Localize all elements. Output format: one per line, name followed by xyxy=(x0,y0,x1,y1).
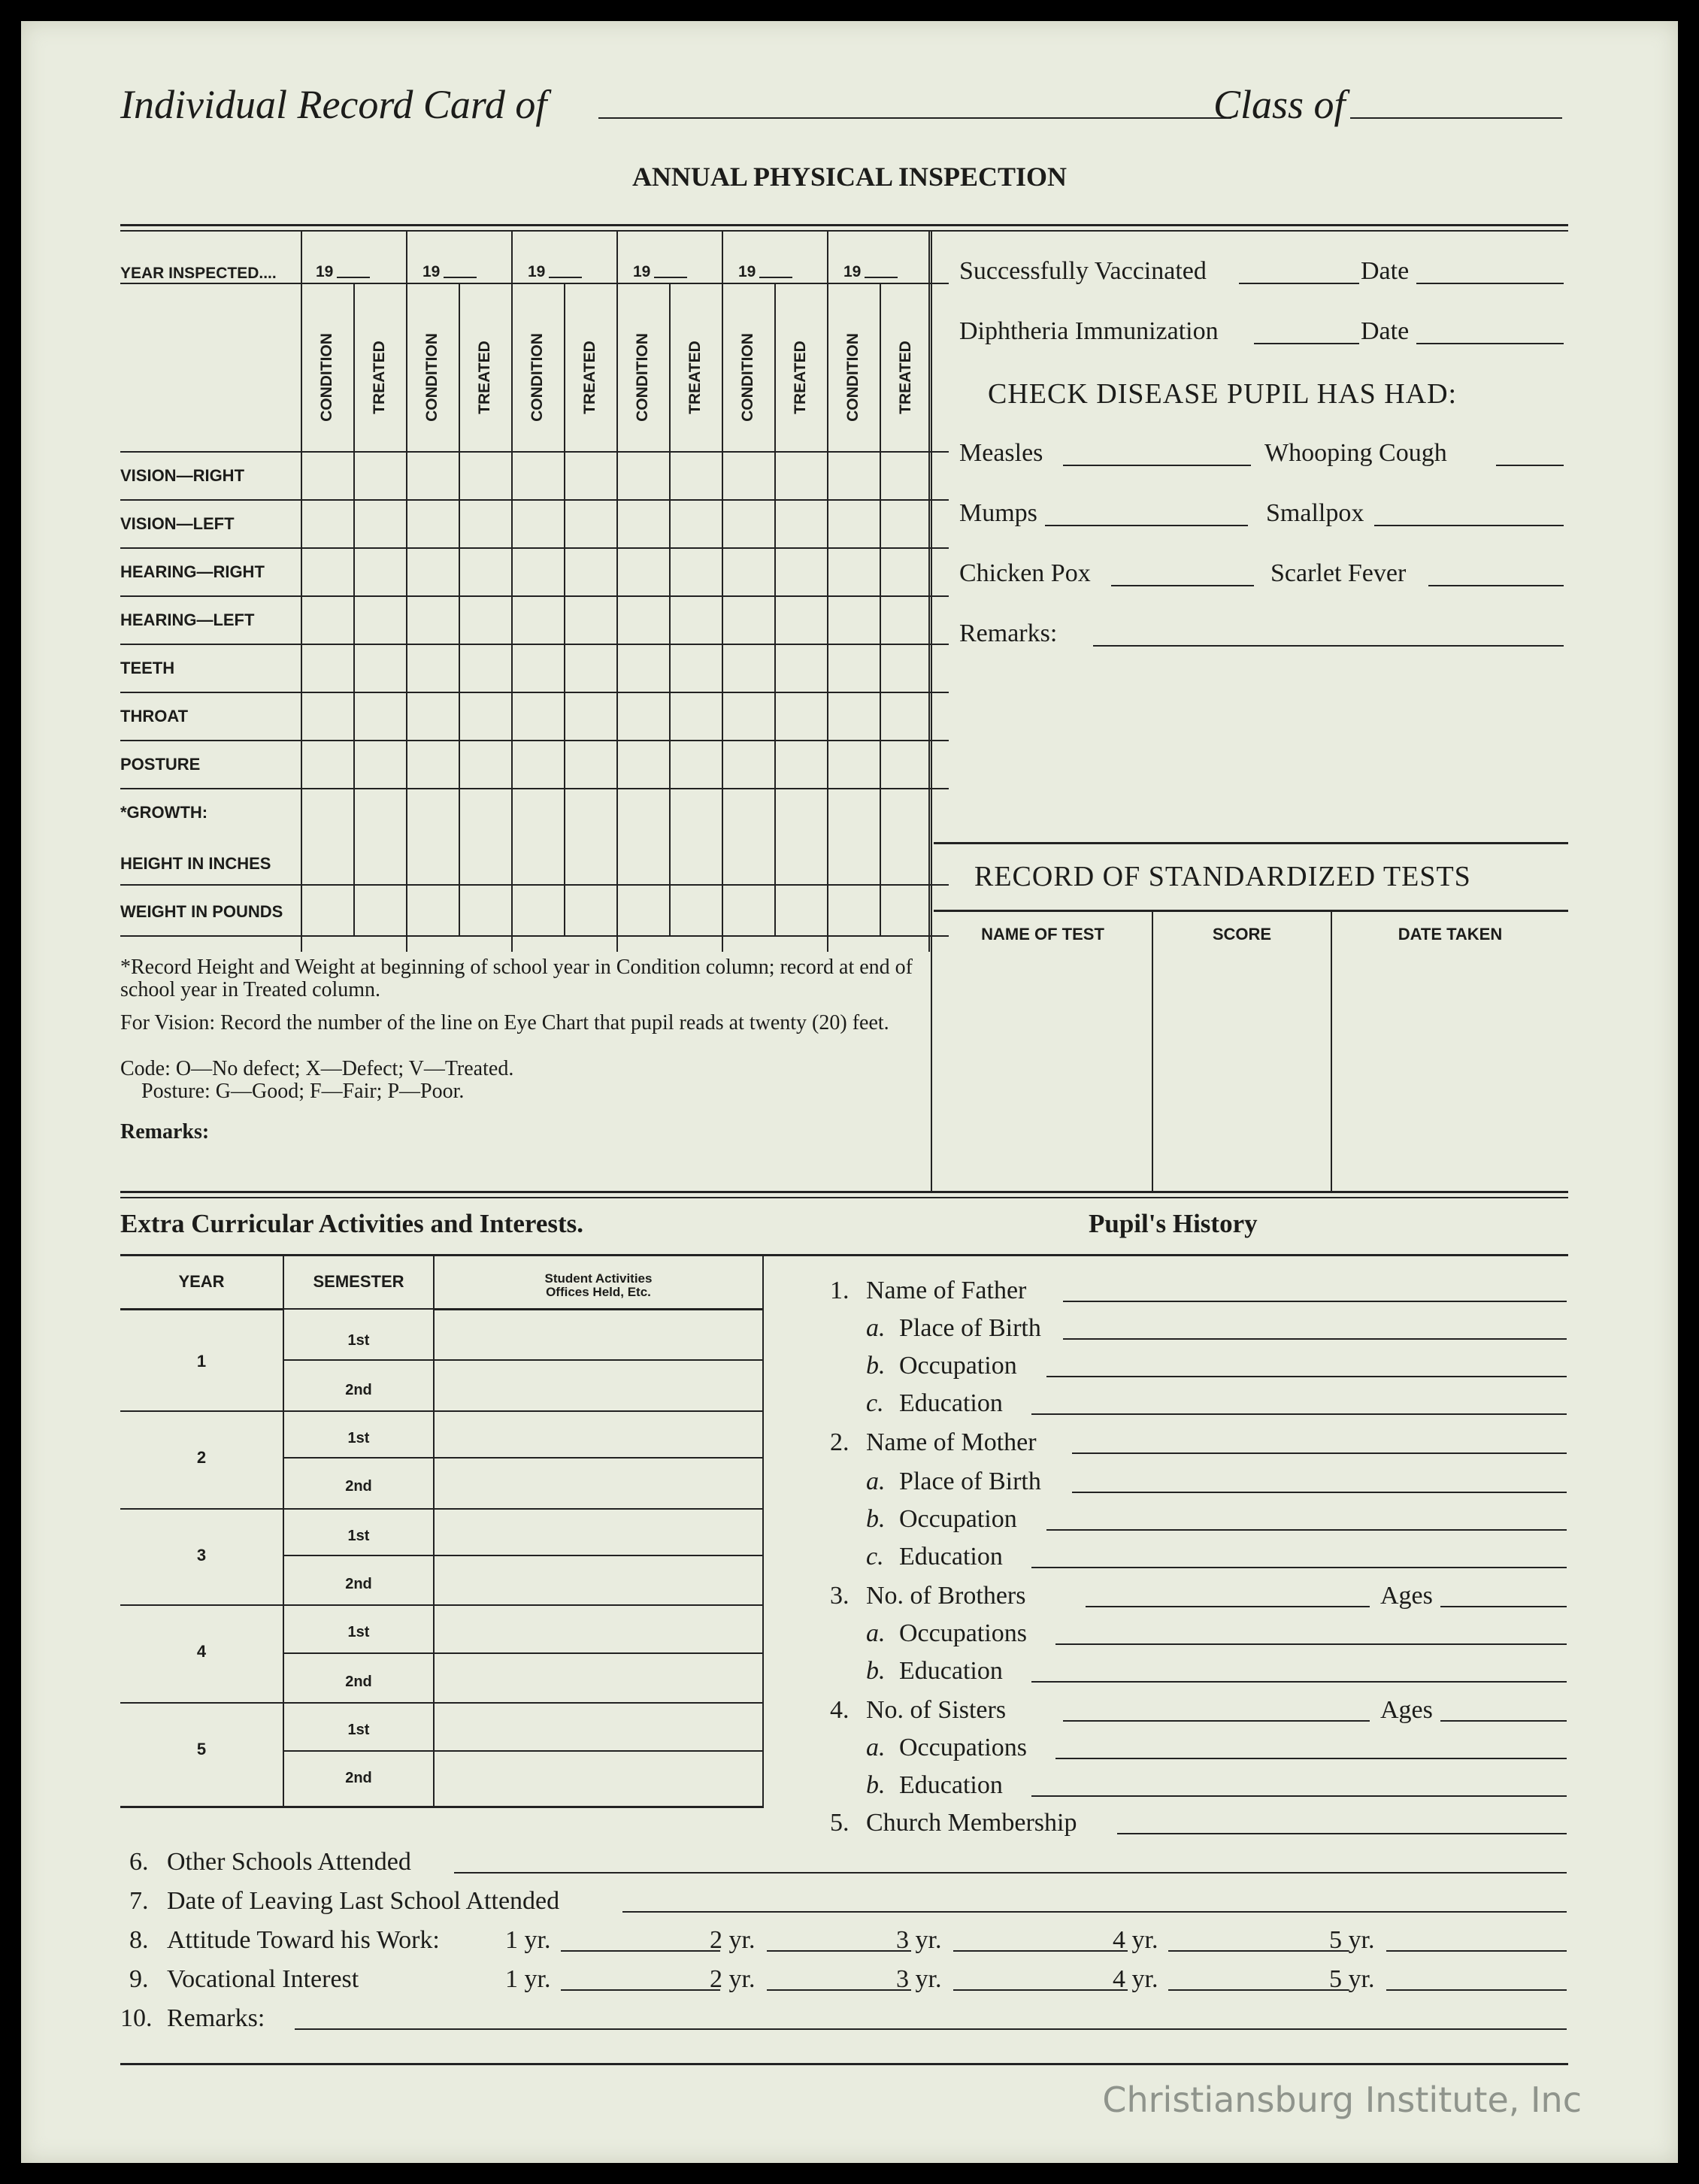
brothers-ages-line[interactable] xyxy=(1440,1606,1567,1607)
history-item-letter: b. xyxy=(866,1352,886,1380)
brothers-occupations-line[interactable] xyxy=(1055,1643,1567,1645)
attitude-yr5: 5 yr. xyxy=(1329,1926,1375,1954)
row-growth: *GROWTH: xyxy=(120,803,208,822)
father-birth-label: Place of Birth xyxy=(899,1314,1041,1342)
vocational-yr1-line[interactable] xyxy=(561,1989,720,1991)
row-hearing-right: HEARING—RIGHT xyxy=(120,562,265,581)
activity-year: 4 xyxy=(196,1642,207,1661)
attitude-yr4: 4 yr. xyxy=(1113,1926,1158,1954)
watermark: Christiansburg Institute, Inc xyxy=(1102,2079,1582,2120)
activities-rule xyxy=(284,1359,762,1361)
semester-label: 2nd xyxy=(345,1382,372,1398)
brothers-label: No. of Brothers xyxy=(866,1582,1026,1610)
scarlet-line[interactable] xyxy=(1428,585,1564,586)
history-item-letter: b. xyxy=(866,1657,886,1685)
class-label: Class of xyxy=(1213,82,1346,127)
history-item-letter: c. xyxy=(866,1543,884,1571)
col-condition: CONDITION xyxy=(739,333,756,422)
year-line[interactable] xyxy=(337,277,370,278)
semester-label: 2nd xyxy=(345,1674,372,1690)
tests-divider xyxy=(1152,910,1153,1192)
other-schools-line[interactable] xyxy=(454,1872,1567,1874)
vocational-yr5-line[interactable] xyxy=(1386,1989,1567,1991)
whooping-label: Whooping Cough xyxy=(1264,439,1447,467)
activities-rule xyxy=(284,1308,433,1310)
activities-divider xyxy=(433,1256,435,1807)
vaccinated-date-label: Date xyxy=(1361,257,1410,285)
diphtheria-date-label: Date xyxy=(1361,317,1410,345)
year-inspected-label: YEAR INSPECTED.... xyxy=(120,265,277,282)
activities-rule xyxy=(120,1702,283,1704)
table-rule xyxy=(120,740,949,741)
chickenpox-line[interactable] xyxy=(1111,585,1254,586)
row-vision-left: VISION—LEFT xyxy=(120,514,235,533)
father-occupation-label: Occupation xyxy=(899,1352,1017,1380)
semester-label: 2nd xyxy=(345,1478,372,1495)
table-divider xyxy=(459,283,460,937)
attitude-yr5-line[interactable] xyxy=(1386,1950,1567,1952)
semester-label: 2nd xyxy=(345,1770,372,1786)
activities-rule xyxy=(120,1410,283,1412)
activities-col-offices-line1: Student Activities xyxy=(544,1271,653,1286)
activities-rule xyxy=(435,1308,762,1310)
table-divider xyxy=(511,230,513,952)
father-occupation-line[interactable] xyxy=(1046,1376,1567,1377)
table-rule xyxy=(120,692,949,693)
year-line[interactable] xyxy=(654,277,687,278)
activities-rule xyxy=(120,1806,764,1808)
vocational-yr3-line[interactable] xyxy=(953,1989,1128,1991)
sisters-education-label: Education xyxy=(899,1771,1003,1799)
activities-rule xyxy=(284,1555,762,1556)
mother-education-label: Education xyxy=(899,1543,1003,1571)
diphtheria-date-line[interactable] xyxy=(1416,343,1564,344)
tests-col-score: SCORE xyxy=(1212,925,1272,944)
date-leaving-label: Date of Leaving Last School Attended xyxy=(167,1887,560,1915)
attitude-yr3-line[interactable] xyxy=(953,1950,1128,1952)
tests-rule xyxy=(934,842,1568,844)
final-remarks-label: Remarks: xyxy=(167,2004,265,2032)
year-line[interactable] xyxy=(865,277,898,278)
attitude-label: Attitude Toward his Work: xyxy=(167,1926,440,1954)
table-rule xyxy=(120,935,949,937)
church-label: Church Membership xyxy=(866,1809,1077,1837)
sisters-line[interactable] xyxy=(1063,1720,1370,1722)
year-prefix: 19 xyxy=(738,263,756,280)
col-condition: CONDITION xyxy=(844,333,862,422)
history-num: 4. xyxy=(830,1696,850,1724)
page-title: ANNUAL PHYSICAL INSPECTION xyxy=(631,162,1068,192)
row-height: HEIGHT IN INCHES xyxy=(120,854,271,873)
father-education-line[interactable] xyxy=(1031,1413,1567,1415)
top-rule xyxy=(120,224,1568,226)
middle-rule xyxy=(120,1191,1568,1193)
mother-label: Name of Mother xyxy=(866,1428,1037,1456)
history-item-letter: b. xyxy=(866,1505,886,1533)
sisters-occupations-label: Occupations xyxy=(899,1734,1027,1761)
table-rule xyxy=(120,788,949,789)
other-schools-label: Other Schools Attended xyxy=(167,1848,411,1876)
history-num: 2. xyxy=(830,1428,850,1456)
row-posture: POSTURE xyxy=(120,755,201,774)
semester-label: 1st xyxy=(347,1624,370,1640)
table-divider xyxy=(774,283,776,937)
col-treated: TREATED xyxy=(792,341,809,414)
mother-birth-label: Place of Birth xyxy=(899,1468,1041,1495)
year-prefix: 19 xyxy=(528,263,546,280)
bottom-rule xyxy=(120,2063,1568,2065)
mother-birth-line[interactable] xyxy=(1072,1492,1567,1493)
father-line[interactable] xyxy=(1063,1301,1567,1302)
brothers-ages-label: Ages xyxy=(1380,1582,1433,1610)
vaccinated-label: Successfully Vaccinated xyxy=(959,257,1207,285)
attitude-yr1: 1 yr. xyxy=(505,1926,551,1954)
tests-col-date: DATE TAKEN xyxy=(1398,925,1503,944)
history-item-letter: a. xyxy=(866,1619,886,1647)
history-num: 1. xyxy=(830,1277,850,1304)
year-prefix: 19 xyxy=(633,263,651,280)
col-treated: TREATED xyxy=(476,341,493,414)
bottom-num: 9. xyxy=(129,1965,149,1993)
diphtheria-label: Diphtheria Immunization xyxy=(959,317,1219,345)
vaccinated-line[interactable] xyxy=(1239,283,1359,284)
middle-rule-2 xyxy=(120,1197,1568,1198)
row-weight: WEIGHT IN POUNDS xyxy=(120,902,283,921)
row-throat: THROAT xyxy=(120,707,189,725)
year-line[interactable] xyxy=(444,277,477,278)
student-name-line[interactable] xyxy=(598,117,1231,119)
table-divider xyxy=(616,230,618,952)
brothers-education-line[interactable] xyxy=(1031,1681,1567,1683)
table-divider xyxy=(353,283,355,937)
bottom-num: 8. xyxy=(129,1926,149,1954)
attitude-yr2: 2 yr. xyxy=(710,1926,756,1954)
activities-rule xyxy=(120,1604,283,1606)
record-card xyxy=(21,21,1678,2163)
vocational-yr4-line[interactable] xyxy=(1168,1989,1349,1991)
bottom-num: 10. xyxy=(120,2004,153,2032)
col-condition: CONDITION xyxy=(634,333,651,422)
mother-occupation-label: Occupation xyxy=(899,1505,1017,1533)
date-leaving-line[interactable] xyxy=(622,1911,1567,1913)
year-prefix: 19 xyxy=(843,263,862,280)
note-vision: For Vision: Record the number of the line on Eye Chart that pupil reads at twenty (20) feet. xyxy=(120,1011,889,1034)
final-remarks-line[interactable] xyxy=(295,2028,1567,2030)
year-prefix: 19 xyxy=(422,263,441,280)
table-rule xyxy=(120,884,949,886)
sisters-occupations-line[interactable] xyxy=(1055,1758,1567,1759)
attitude-yr2-line[interactable] xyxy=(767,1950,911,1952)
table-divider xyxy=(722,230,723,952)
bottom-num: 6. xyxy=(129,1848,149,1876)
tests-title: RECORD OF STANDARDIZED TESTS xyxy=(974,861,1471,892)
class-year-line[interactable] xyxy=(1350,117,1562,119)
table-divider xyxy=(564,283,565,937)
note-posture: Posture: G—Good; F—Fair; P—Poor. xyxy=(141,1080,465,1103)
vocational-label: Vocational Interest xyxy=(167,1965,359,1993)
activities-rule xyxy=(284,1702,762,1704)
brothers-line[interactable] xyxy=(1086,1606,1370,1607)
vocational-yr2-line[interactable] xyxy=(767,1989,911,1991)
table-divider xyxy=(827,230,828,952)
sisters-label: No. of Sisters xyxy=(866,1696,1007,1724)
col-condition: CONDITION xyxy=(528,333,546,422)
father-birth-line[interactable] xyxy=(1063,1338,1567,1340)
history-item-letter: a. xyxy=(866,1314,886,1342)
row-teeth: TEETH xyxy=(120,659,175,677)
attitude-yr1-line[interactable] xyxy=(561,1950,720,1952)
record-card-label: Individual Record Card of xyxy=(120,82,547,127)
tests-rule xyxy=(934,910,1568,912)
note-code: Code: O—No defect; X—Defect; V—Treated. xyxy=(120,1057,514,1080)
activities-divider xyxy=(762,1256,764,1807)
top-rule-2 xyxy=(120,230,1568,232)
table-rule xyxy=(120,644,949,645)
tests-col-name: NAME OF TEST xyxy=(981,925,1104,944)
vocational-yr1: 1 yr. xyxy=(505,1965,551,1993)
scarlet-label: Scarlet Fever xyxy=(1270,559,1407,587)
table-divider xyxy=(669,283,671,937)
year-line[interactable] xyxy=(759,277,792,278)
table-divider xyxy=(406,230,407,952)
table-divider xyxy=(301,230,302,952)
bottom-num: 7. xyxy=(129,1887,149,1915)
table-rule xyxy=(120,499,949,501)
health-remarks-line[interactable] xyxy=(1093,645,1564,647)
inspection-remarks: Remarks: xyxy=(120,1120,210,1143)
vocational-yr2: 2 yr. xyxy=(710,1965,756,1993)
semester-label: 1st xyxy=(347,1722,370,1738)
activities-title: Extra Curricular Activities and Interests. xyxy=(120,1209,584,1238)
activity-year: 3 xyxy=(196,1546,207,1565)
vaccinated-date-line[interactable] xyxy=(1416,283,1564,284)
col-treated: TREATED xyxy=(686,341,704,414)
diphtheria-line[interactable] xyxy=(1254,343,1359,344)
activities-col-semester: SEMESTER xyxy=(313,1272,404,1291)
chickenpox-label: Chicken Pox xyxy=(959,559,1091,587)
activity-year: 1 xyxy=(196,1352,207,1371)
history-item-letter: a. xyxy=(866,1734,886,1761)
activities-rule xyxy=(120,1308,283,1310)
year-prefix: 19 xyxy=(316,263,334,280)
attitude-yr4-line[interactable] xyxy=(1168,1950,1349,1952)
activities-rule xyxy=(120,1254,1568,1256)
sisters-education-line[interactable] xyxy=(1031,1795,1567,1797)
brothers-occupations-label: Occupations xyxy=(899,1619,1027,1647)
mother-education-line[interactable] xyxy=(1031,1567,1567,1568)
activities-rule xyxy=(284,1457,762,1459)
health-remarks-label: Remarks: xyxy=(959,619,1058,647)
activity-year: 5 xyxy=(196,1740,207,1758)
sisters-ages-line[interactable] xyxy=(1440,1720,1567,1722)
table-rule xyxy=(120,595,949,597)
activities-rule xyxy=(284,1508,762,1510)
history-title: Pupil's History xyxy=(1089,1209,1258,1238)
activity-year: 2 xyxy=(196,1448,207,1467)
activities-rule xyxy=(120,1508,283,1510)
activities-col-year: YEAR xyxy=(178,1272,225,1291)
note-growth: *Record Height and Weight at beginning of school year in Condition column; record at end of school year in Treated column. xyxy=(120,956,913,1001)
table-divider xyxy=(928,230,930,952)
col-condition: CONDITION xyxy=(318,333,335,422)
table-rule xyxy=(120,283,949,284)
semester-label: 1st xyxy=(347,1430,370,1446)
mumps-line[interactable] xyxy=(1045,525,1248,526)
col-treated: TREATED xyxy=(581,341,598,414)
measles-line[interactable] xyxy=(1063,465,1251,466)
history-item-letter: a. xyxy=(866,1468,886,1495)
vocational-yr3: 3 yr. xyxy=(896,1965,942,1993)
vocational-yr5: 5 yr. xyxy=(1329,1965,1375,1993)
section-divider xyxy=(931,230,932,1191)
activities-col-offices-line2: Offices Held, Etc. xyxy=(546,1285,651,1299)
table-rule xyxy=(120,451,949,453)
vocational-yr4: 4 yr. xyxy=(1113,1965,1158,1993)
col-treated: TREATED xyxy=(897,341,914,414)
history-item-letter: c. xyxy=(866,1389,884,1417)
mumps-label: Mumps xyxy=(959,499,1037,527)
activities-rule xyxy=(284,1750,762,1752)
smallpox-line[interactable] xyxy=(1374,525,1564,526)
activities-rule xyxy=(284,1652,762,1654)
father-label: Name of Father xyxy=(866,1277,1027,1304)
church-line[interactable] xyxy=(1117,1833,1567,1834)
tests-divider xyxy=(1331,910,1332,1192)
col-condition: CONDITION xyxy=(423,333,441,422)
year-line[interactable] xyxy=(549,277,582,278)
history-num: 5. xyxy=(830,1809,850,1837)
whooping-line[interactable] xyxy=(1496,465,1564,466)
mother-occupation-line[interactable] xyxy=(1046,1529,1567,1531)
mother-line[interactable] xyxy=(1072,1452,1567,1454)
semester-label: 1st xyxy=(347,1332,370,1349)
check-disease-title: CHECK DISEASE PUPIL HAS HAD: xyxy=(988,378,1458,410)
table-divider xyxy=(880,283,881,937)
activities-rule xyxy=(284,1604,762,1606)
measles-label: Measles xyxy=(959,439,1043,467)
row-vision-right: VISION—RIGHT xyxy=(120,466,245,485)
table-rule xyxy=(120,547,949,549)
activities-rule xyxy=(284,1410,762,1412)
brothers-education-label: Education xyxy=(899,1657,1003,1685)
row-hearing-left: HEARING—LEFT xyxy=(120,610,255,629)
history-item-letter: b. xyxy=(866,1771,886,1799)
semester-label: 2nd xyxy=(345,1576,372,1592)
sisters-ages-label: Ages xyxy=(1380,1696,1433,1724)
history-num: 3. xyxy=(830,1582,850,1610)
attitude-yr3: 3 yr. xyxy=(896,1926,942,1954)
semester-label: 1st xyxy=(347,1528,370,1544)
father-education-label: Education xyxy=(899,1389,1003,1417)
activities-col-offices xyxy=(435,1272,762,1299)
smallpox-label: Smallpox xyxy=(1266,499,1364,527)
col-treated: TREATED xyxy=(371,341,388,414)
